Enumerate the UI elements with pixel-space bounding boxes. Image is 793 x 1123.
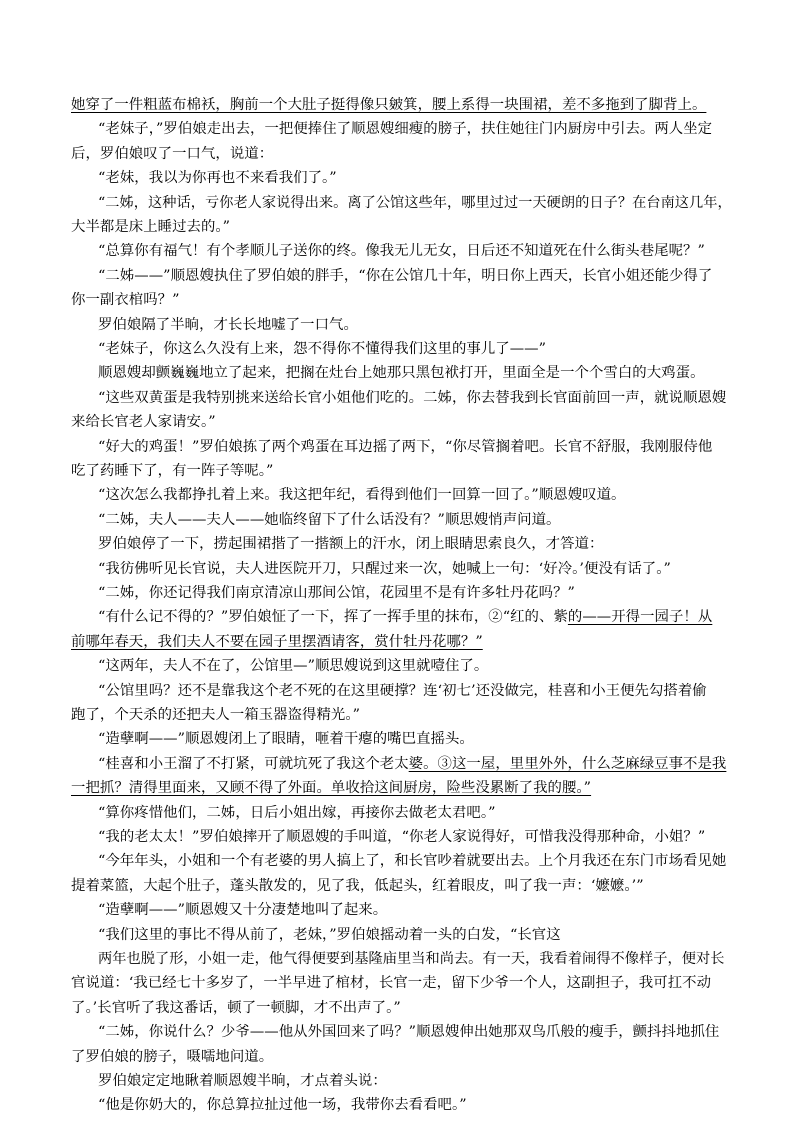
- text-line: 跑了，个天杀的还把夫人一箱玉器盗得精光。”: [71, 707, 361, 723]
- text-line: 提着菜篮，大起个肚子，蓬头散发的，见了我，低起头，红着眼皮，叫了我一声：‘嬷嬷。’”: [71, 877, 644, 894]
- text-line: 吃了药睡下了，有一阵子等呢。”: [71, 463, 274, 479]
- text-line: “二姊，你说什么？少爷——他从外国回来了吗？”顺恩嫂伸出她那双鸟爪般的瘦手，颤抖抖地抓住: [98, 1024, 720, 1041]
- text-line: “公馆里吗？还不是靠我这个老不死的在这里硬撑？连‘初七’还没做完，桂喜和小王便先勾搭着偷: [98, 682, 707, 699]
- text-line: [71, 607, 731, 627]
- text-line: 大半都是床上睡过去的。”: [71, 219, 231, 235]
- text-line: 前哪年春天，我们夫人不要在园子里摆酒请客，赏什牡丹花哪？”: [71, 633, 483, 650]
- text-line: 官说道：‘我已经七十多岁了，一半早进了棺材，长官一走，留下少爷一个人，这副担子，我可扛不动: [71, 975, 712, 992]
- text-line: “老妹，我以为你再也不来看我们了。”: [98, 170, 337, 187]
- text-segment: “有什么记不得的？”罗伯娘怔了一下，挥了一挥手里的抹布，②“红的、紫: [98, 609, 568, 626]
- text-line: 来给长官老人家请安。”: [71, 414, 216, 431]
- text-line: “算你疼惜他们，二姊，日后小姐出嫁，再接你去做老太君吧。”: [98, 804, 496, 821]
- text-segment: “桂喜和小王溜了不打紧，可就坑死了我这个老太: [98, 755, 409, 772]
- text-line: “我的老太太！”罗伯娘摔开了顺恩嫂的手叫道，“你老人家说得好，可惜我没得那种命，小姐？”: [98, 829, 706, 845]
- text-line: 了。’长官听了我这番话，顿了一顿脚，才不出声了。”: [71, 999, 401, 1016]
- text-line: “二姊，这种话，亏你老人家说得出来。离了公馆这些年，哪里过过一天硬朗的日子？在台南这几年，: [98, 194, 732, 211]
- text-line: “好大的鸡蛋！”罗伯娘拣了两个鸡蛋在耳边摇了两下，“你尽管搁着吧。长官不舒服，我刚服侍他: [98, 438, 713, 455]
- text-line: “总算你有福气！有个孝顺儿子送你的终。像我无儿无女，日后还不知道死在什么街头巷尾呢？”: [98, 243, 705, 260]
- text-line: “造孽啊——”顺恩嫂又十分凄楚地叫了起来。: [98, 902, 388, 919]
- text-line: 一把抓？清得里面来，又顾不得了外面。单收拾这间厨房，险些没累断了我的腰。”: [71, 780, 592, 797]
- text-line: “今年年头，小姐和一个有老婆的男人搞上了，和长官吵着就要出去。上个月我还在东门市场看见她: [98, 853, 727, 870]
- text-line: 罗伯娘停了一下，捞起围裙揩了一揩额上的汗水，闭上眼睛思索良久，才答道：: [98, 536, 604, 553]
- text-line: “我们这里的事比不得从前了，老妹，”罗伯娘摇动着一头的白发，“长官这: [98, 926, 561, 943]
- text-line: 顺恩嫂却颤巍巍地立了起来，把搁在灶台上她那只黑包袱打开，里面全是一个个雪白的大鸡蛋。: [98, 365, 705, 382]
- text-line: “老妹子，你这么久没有上来，怨不得你不懂得我们这里的事儿了——”: [98, 341, 547, 357]
- text-line: 两年也脱了形，小姐一走，他气得便要到基隆庙里当和尚去。有一天，我看着闹得不像样子，便对长: [98, 951, 725, 967]
- text-line: “这些双黄蛋是我特别挑来送给长官小姐他们吃的。二姊，你去替我到长官面前回一声，就说顺恩嫂: [98, 389, 727, 406]
- text-line: “造孽啊——”顺恩嫂闭上了眼睛，咂着干瘪的嘴巴直摇头。: [98, 731, 474, 748]
- text-line: 后，罗伯娘叹了一口气，说道：: [71, 145, 274, 162]
- text-line: “二姊，夫人——夫人——她临终留下了什么话没有？”顺思嫂悄声问道。: [98, 511, 561, 528]
- text-line: 了罗伯娘的膀子，嗫嚅地问道。: [71, 1048, 274, 1065]
- text-line: “二姊——”顺恩嫂执住了罗伯娘的胖手，“你在公馆几十年，明日你上西天，长官小姐还能少得了: [98, 267, 713, 284]
- underlined-passage: 婆。③这一屋，里里外外，什么芝麻绿豆事不是我: [408, 755, 727, 772]
- text-line: “二姊，你还记得我们南京清凉山那间公馆，花园里不是有许多牡丹花吗？”: [98, 585, 575, 601]
- text-line: 她穿了一件粗蓝布棉袄，胸前一个大肚子挺得像只皴箕，腰上系得一块围裙，差不多拖到了脚背上。: [71, 97, 707, 113]
- text-line: 罗伯娘定定地瞅着顺恩嫂半晌，才点着头说：: [98, 1073, 387, 1089]
- text-line: “我彷佛听见长官说，夫人进医院开刀，只醒过来一次，她喊上一句：‘好冷。’便没有话了。”: [98, 560, 671, 577]
- text-line: “这两年，夫人不在了，公馆里—”顺思嫂说到这里就噎住了。: [98, 658, 489, 675]
- text-line: “他是你奶大的，你总算拉扯过他一场，我带你去看看吧。”: [98, 1097, 467, 1114]
- underlined-passage: 的——开得一园子！从: [567, 609, 713, 626]
- text-line: 罗伯娘隔了半晌，才长长地嘘了一口气。: [98, 316, 358, 333]
- text-line: “老妹子，”罗伯娘走出去，一把便捧住了顺恩嫂细瘦的膀子，扶住她往门内厨房中引去。两人坐定: [98, 121, 713, 138]
- text-line: “这次怎么我都挣扎着上来。我这把年纪，看得到他们一回算一回了。”顺恩嫂叹道。: [98, 487, 626, 504]
- text-line: [71, 754, 731, 774]
- text-line: 你一副衣棺吗？”: [71, 292, 180, 309]
